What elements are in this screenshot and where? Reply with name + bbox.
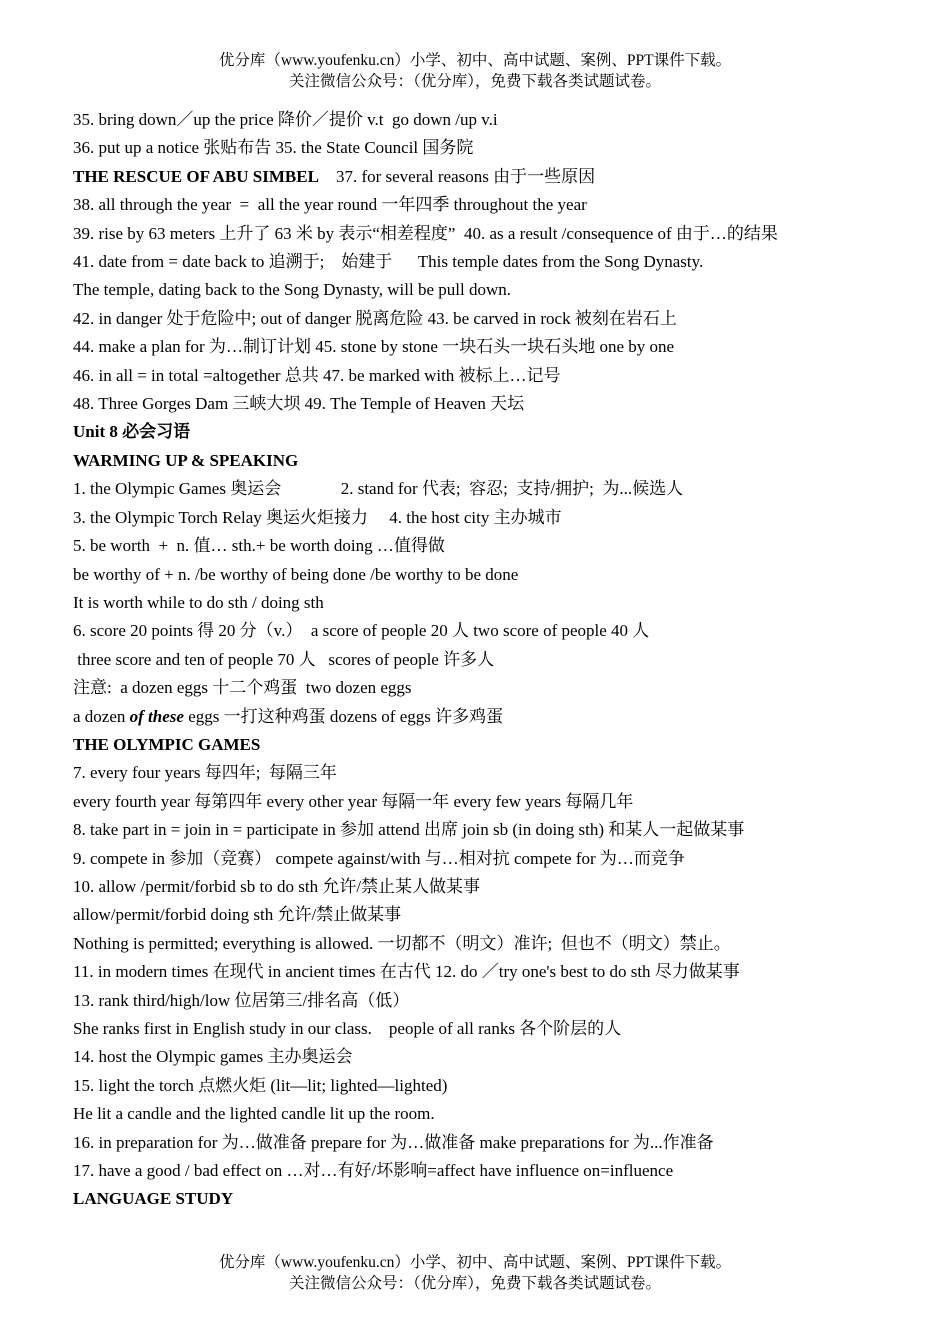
page-footer [0,1252,950,1294]
text-line: 44. make a plan for 为…制订计划 45. stone by stone 一块石头一块石头地 one by one [73,337,675,357]
text-line: 5. be worth + n. 值… sth.+ be worth doing …值得做 [73,536,445,556]
footer-line-1: 优分库（www.youfenku.cn）小学、初中、高中试题、案例、PPT课件下载。 [218,1254,732,1271]
text-line: be worthy of + n. /be worthy of being done /be worthy to be done [73,564,519,584]
text-line: He lit a candle and the lighted candle lit up the room. [73,1104,435,1124]
text-segment: eggs 一打这种鸡蛋 dozens of eggs 许多鸡蛋 [183,706,504,726]
header-line-2: 关注微信公众号：（优分库），免费下载各类试题试卷。 [288,73,661,90]
text-line: 8. take part in = join in = participate in 参加 attend 出席 join sb (in doing sth) 和某人一起做某事 [73,820,745,840]
header-line-1: 优分库（www.youfenku.cn）小学、初中、高中试题、案例、PPT课件下载。 [218,52,732,69]
text-line: 14. host the Olympic games 主办奥运会 [73,1047,353,1067]
text-line: 46. in all = in total =altogether 总共 47. be marked with 被标上…记号 [73,365,561,385]
text-line [73,163,883,191]
text-line: 35. bring down／up the price 降价／提价 v.t go down /up v.i [73,110,498,129]
text-line: It is worth while to do sth / doing sth [73,592,324,612]
text-line: 42. in danger 处于危险中; out of danger 脱离危险 43. be carved in rock 被刻在岩石上 [73,308,677,328]
text-line: 11. in modern times 在现代 in ancient times 在古代 12. do ／try one's best to do sth 尽力做某事 [73,962,740,982]
text-line: 41. date from = date back to 追溯于; 始建于 This temple dates from the Song Dynasty. [73,252,704,272]
text-line: allow/permit/forbid doing sth 允许/禁止做某事 [73,905,402,925]
text-line: 7. every four years 每四年; 每隔三年 [73,763,337,783]
page-header [0,50,950,92]
section-heading-olympic-games: THE OLYMPIC GAMES [73,734,261,754]
text-line: 16. in preparation for 为…做准备 prepare for 为…做准备 make preparations for 为...作准备 [73,1132,714,1152]
section-heading-warming-up: WARMING UP & SPEAKING [73,450,299,470]
text-line [73,703,883,731]
document-body [73,106,883,1214]
text-line: 10. allow /permit/forbid sb to do sth 允许/禁止某人做某事 [73,876,481,896]
text-line: The temple, dating back to the Song Dynasty, will be pull down. [73,280,511,300]
text-line: 36. put up a notice 张贴布告 35. the State Council 国务院 [73,138,474,158]
text-line: She ranks first in English study in our class. people of all ranks 各个阶层的人 [73,1019,622,1038]
text-line: 3. the Olympic Torch Relay 奥运火炬接力 4. the host city 主办城市 [73,507,562,527]
text-line: 38. all through the year = all the year round 一年四季 throughout the year [73,195,587,215]
text-line: 48. Three Gorges Dam 三峡大坝 49. The Temple of Heaven 天坛 [73,394,525,414]
text-line: Nothing is permitted; everything is allowed. 一切都不（明文）准许; 但也不（明文）禁止。 [73,933,731,953]
text-line: 1. the Olympic Games 奥运会 2. stand for 代表; 容忍; 支持/拥护; 为...候选人 [73,479,684,499]
text-line: 9. compete in 参加（竞赛） compete against/with 与…相对抗 compete for 为…而竞争 [73,848,685,868]
section-heading-language-study: LANGUAGE STUDY [73,1189,234,1209]
text-segment: 37. for several reasons 由于一些原因 [318,166,596,186]
text-line: 15. light the torch 点燃火炬 (lit—lit; lighted—lighted) [73,1075,448,1095]
section-heading-abu-simbel: THE RESCUE OF ABU SIMBEL [73,166,319,186]
emphasis-text: of these [129,706,184,726]
text-line: 17. have a good / bad effect on …对…有好/坏影响=affect have influence on=influence [73,1161,674,1181]
text-line: 39. rise by 63 meters 上升了 63 米 by 表示“相差程度” 40. as a result /consequence of 由于…的结果 [73,223,778,243]
unit-heading: Unit 8 必会习语 [73,422,191,442]
footer-line-2: 关注微信公众号：（优分库），免费下载各类试题试卷。 [288,1275,661,1292]
text-line: 6. score 20 points 得 20 分（v.） a score of people 20 人 two score of people 40 人 [73,621,650,641]
text-line: 注意: a dozen eggs 十二个鸡蛋 two dozen eggs [73,678,412,698]
text-line: every fourth year 每第四年 every other year 每隔一年 every few years 每隔几年 [73,791,634,811]
text-line: 13. rank third/high/low 位居第三/排名高（低） [73,990,410,1010]
text-segment: a dozen [73,706,130,726]
text-line: three score and ten of people 70 人 scores of people 许多人 [73,649,495,669]
